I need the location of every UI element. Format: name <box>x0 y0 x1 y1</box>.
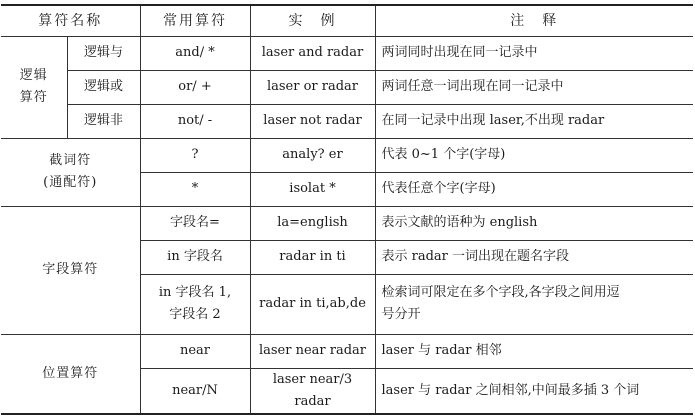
operator-cell: or/ + <box>140 70 250 104</box>
operator-cell: * <box>140 172 250 206</box>
note-cell: 表示 radar 一词出现在题名字段 <box>375 240 693 274</box>
operator-cell: ? <box>140 138 250 172</box>
table-row <box>1 334 693 368</box>
header-note: 注 释 <box>375 5 693 36</box>
operator-cell: and/ * <box>140 36 250 70</box>
note-cell: 两词任意一词出现在同一记录中 <box>375 70 693 104</box>
category-label-line: 逻辑 <box>19 68 48 84</box>
category-field-operators: 字段算符 <box>1 206 140 334</box>
table-row <box>1 36 693 70</box>
example-cell: laser and radar <box>250 36 375 70</box>
example-cell: isolat * <box>250 172 375 206</box>
note-cell: laser 与 radar 之间相邻,中间最多插 3 个词 <box>375 368 693 414</box>
table-row <box>1 70 693 104</box>
example-cell: laser near/3 radar <box>250 368 375 414</box>
note-cell: 代表 0~1 个字(字母) <box>375 138 693 172</box>
note-cell: 表示文献的语种为 english <box>375 206 693 240</box>
category-logic-operators <box>1 36 67 138</box>
note-line: 检索词可限定在多个字段,各字段之间用逗 <box>381 285 620 301</box>
table-row <box>1 138 693 172</box>
note-cell: 两词同时出现在同一记录中 <box>375 36 693 70</box>
note-cell: 代表任意个字(字母) <box>375 172 693 206</box>
example-cell: radar in ti <box>250 240 375 274</box>
operator-name-cell: 逻辑非 <box>67 104 140 138</box>
table-row <box>1 104 693 138</box>
operator-cell: near <box>140 334 250 368</box>
category-position-operators: 位置算符 <box>1 334 140 414</box>
example-cell: laser near radar <box>250 334 375 368</box>
operator-cell <box>140 274 250 334</box>
operator-line: 字段名 2 <box>169 307 221 323</box>
note-line: 号分开 <box>381 307 421 323</box>
operator-cell: in 字段名 <box>140 240 250 274</box>
example-cell: analy? er <box>250 138 375 172</box>
header-operator-name: 算符名称 <box>1 5 140 36</box>
category-truncation <box>1 138 140 206</box>
operator-cell: 字段名= <box>140 206 250 240</box>
note-cell: laser 与 radar 相邻 <box>375 334 693 368</box>
header-example: 实 例 <box>250 5 375 36</box>
note-cell: 在同一记录中出现 laser,不出现 radar <box>375 104 693 138</box>
note-cell <box>375 274 693 334</box>
category-label-line: 截词符 <box>49 153 92 169</box>
example-cell: la=english <box>250 206 375 240</box>
example-cell: laser not radar <box>250 104 375 138</box>
operator-cell: not/ - <box>140 104 250 138</box>
operator-table <box>1 4 693 415</box>
example-cell: laser or radar <box>250 70 375 104</box>
table-row <box>1 206 693 240</box>
operator-name-cell: 逻辑与 <box>67 36 140 70</box>
category-label-line: 算符 <box>19 90 48 106</box>
example-cell: radar in ti,ab,de <box>250 274 375 334</box>
operator-name-cell: 逻辑或 <box>67 70 140 104</box>
category-label-line: (通配符) <box>43 175 98 191</box>
header-row <box>1 5 693 36</box>
header-common-operator: 常用算符 <box>140 5 250 36</box>
operator-cell: near/N <box>140 368 250 414</box>
operator-line: in 字段名 1, <box>158 285 232 301</box>
